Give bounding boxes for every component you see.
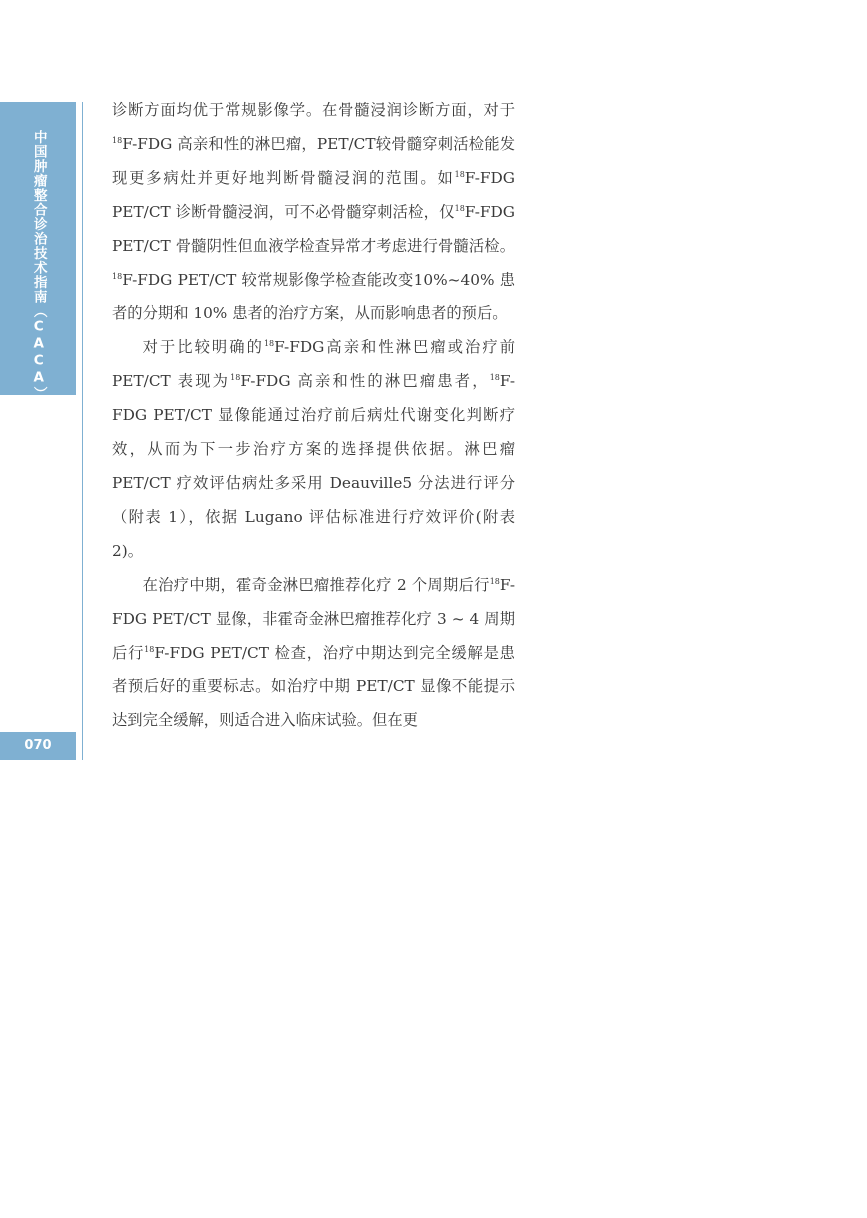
text-run: F-FDG PET/CT 骨髓阴性但血液学检查异常才考虑进行骨髓活检。 (112, 202, 515, 255)
text-run: F-FDG PET/CT 显像能通过治疗前后病灶代谢变化判断疗效，从而为下一步治疗方案的选择提供依据。淋巴瘤PET/CT 疗效评估病灶多采用 Deauville5 分法进行评分（附表 1），依据 Lugano 评估标准进行疗效评价(附表 2)。 (112, 372, 515, 560)
superscript: 18 (263, 339, 275, 349)
superscript: 18 (112, 135, 123, 145)
paragraph-3 (112, 569, 515, 739)
superscript: 18 (112, 271, 123, 281)
page-number: 070 (0, 732, 76, 760)
superscript: 18 (144, 644, 155, 654)
sidebar-title: 中国肿瘤整合诊治技术指南（CACA） (30, 130, 47, 401)
superscript: 18 (230, 373, 241, 383)
text-run: F-FDG PET/CT 诊断骨髓浸润，可不必骨髓穿刺活检，仅 (112, 168, 515, 221)
superscript: 18 (489, 373, 500, 383)
text-run: F-FDG 高亲和性的淋巴瘤，PET/CT较骨髓穿刺活检能发现更多病灶并更好地判断骨髓浸润的范围。如 (112, 134, 515, 187)
text-run: F-FDG高亲和性淋巴瘤或治疗前PET/CT 表现为 (112, 338, 515, 391)
paragraph-1 (112, 94, 515, 331)
superscript: 18 (489, 576, 500, 586)
text-run: F-FDG PET/CT 检查，治疗中期达到完全缓解是患者预后好的重要标志。如治疗中期 PET/CT 显像不能提示达到完全缓解，则适合进入临床试验。但在更 (112, 643, 515, 730)
text-run: F-FDG PET/CT 显像，非霍奇金淋巴瘤推荐化疗 3 ~ 4 周期后行 (112, 575, 515, 662)
superscript: 18 (454, 169, 465, 179)
margin-rule (82, 102, 83, 760)
text-run: 诊断方面均优于常规影像学。在骨髓浸润诊断方面，对于 (112, 101, 515, 119)
superscript: 18 (454, 203, 465, 213)
sidebar-tab (0, 102, 76, 401)
text-run: 对于比较明确的 (142, 338, 264, 357)
paragraph-2 (112, 331, 515, 568)
text-run: F-FDG PET/CT 较常规影像学检查能改变10%~40% 患者的分期和 10% 患者的治疗方案，从而影响患者的预后。 (112, 270, 515, 323)
text-run: F-FDG 高亲和性的淋巴瘤患者， (240, 372, 490, 391)
body-text (112, 94, 515, 738)
text-run: 在治疗中期，霍奇金淋巴瘤推荐化疗 2 个周期后行 (142, 575, 490, 594)
